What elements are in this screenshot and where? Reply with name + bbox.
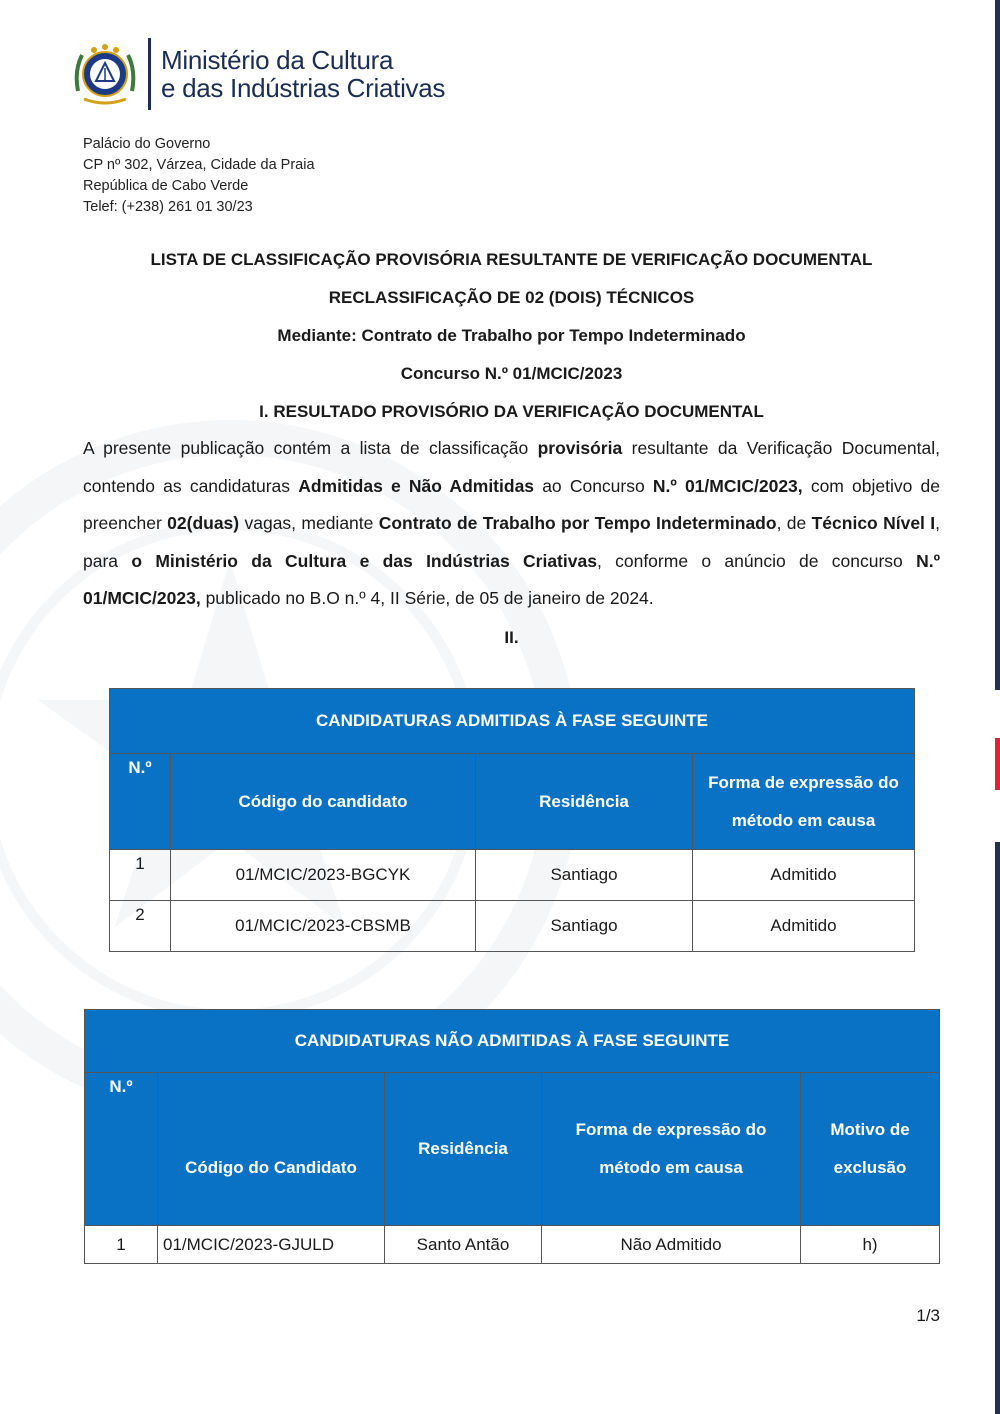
column-header: Residência bbox=[385, 1073, 542, 1226]
main-title: LISTA DE CLASSIFICAÇÃO PROVISÓRIA RESULTANTE DE VERIFICAÇÃO DOCUMENTAL bbox=[150, 250, 873, 269]
address-line: CP nº 302, Várzea, Cidade da Praia bbox=[83, 157, 315, 173]
column-header: Motivo de exclusão bbox=[801, 1073, 940, 1226]
address-line: Telef: (+238) 261 01 30/23 bbox=[83, 199, 253, 215]
header-separator bbox=[148, 38, 151, 110]
cell-number: 2 bbox=[110, 901, 171, 952]
address-line: República de Cabo Verde bbox=[83, 178, 249, 194]
table-caption: CANDIDATURAS ADMITIDAS À FASE SEGUINTE bbox=[110, 689, 915, 754]
cell-code: 01/MCIC/2023-BGCYK bbox=[171, 850, 476, 901]
ministry-line-1: Ministério da Cultura bbox=[161, 45, 394, 75]
cell-code: 01/MCIC/2023-CBSMB bbox=[171, 901, 476, 952]
address-block bbox=[83, 134, 315, 218]
column-header: N.º bbox=[110, 754, 171, 850]
cell-number: 1 bbox=[110, 850, 171, 901]
column-header: N.º bbox=[85, 1073, 158, 1226]
intro-paragraph: A presente publicação contém a lista de classificação provisória resultante da Verificação Documental, contendo as candidaturas Admitidas e Não Admitidas ao Concurso N.º 01/MCIC/2023, com objetivo de preencher 02(duas) vagas, mediante Contrato de Trabalho por Tempo Indeterminado, de Técnico Nível I, para o Ministério da Cultura e das Indústrias Criativas, conforme o anúncio de concurso N.º 01/MCIC/2023, publicado no B.O n.º 4, II Série, de 05 de janeiro de 2024. bbox=[83, 438, 941, 608]
edge-bar-bottom bbox=[995, 842, 1000, 1414]
section-heading-2: II. bbox=[504, 628, 519, 647]
column-header: Residência bbox=[476, 754, 693, 850]
cell-residence: Santo Antão bbox=[385, 1226, 542, 1264]
admitted-table bbox=[109, 688, 915, 952]
cell-residence: Santiago bbox=[476, 901, 693, 952]
contest-number: Concurso N.º 01/MCIC/2023 bbox=[400, 364, 623, 383]
subtitle: RECLASSIFICAÇÃO DE 02 (DOIS) TÉCNICOS bbox=[328, 288, 695, 307]
column-header: Código do Candidato bbox=[158, 1073, 385, 1226]
letterhead bbox=[72, 38, 445, 110]
contract-type: Mediante: Contrato de Trabalho por Tempo Indeterminado bbox=[277, 326, 746, 345]
column-header: Forma de expressão do método em causa bbox=[542, 1073, 801, 1226]
cell-number: 1 bbox=[85, 1226, 158, 1264]
ministry-name bbox=[161, 46, 445, 102]
table-caption: CANDIDATURAS NÃO ADMITIDAS À FASE SEGUINTE bbox=[85, 1010, 940, 1073]
page-number: 1/3 bbox=[916, 1306, 940, 1325]
table-row bbox=[85, 1226, 940, 1264]
section-heading-1: I. RESULTADO PROVISÓRIO DA VERIFICAÇÃO DOCUMENTAL bbox=[259, 402, 764, 421]
cell-code: 01/MCIC/2023-GJULD bbox=[158, 1226, 385, 1264]
address-line: Palácio do Governo bbox=[83, 136, 211, 152]
cell-residence: Santiago bbox=[476, 850, 693, 901]
edge-bar-top bbox=[995, 0, 1000, 690]
ministry-line-2: e das Indústrias Criativas bbox=[161, 73, 446, 103]
coat-of-arms-icon bbox=[72, 41, 138, 107]
not-admitted-table bbox=[84, 1009, 940, 1264]
table-row bbox=[110, 850, 915, 901]
cell-status: Não Admitido bbox=[542, 1226, 801, 1264]
document-titles bbox=[83, 246, 940, 436]
cell-status: Admitido bbox=[693, 901, 915, 952]
column-header: Forma de expressão do método em causa bbox=[693, 754, 915, 850]
table-row bbox=[110, 901, 915, 952]
cell-status: Admitido bbox=[693, 850, 915, 901]
column-header: Código do candidato bbox=[171, 754, 476, 850]
edge-bar-red bbox=[995, 738, 1000, 790]
cell-exclusion-reason: h) bbox=[801, 1226, 940, 1264]
